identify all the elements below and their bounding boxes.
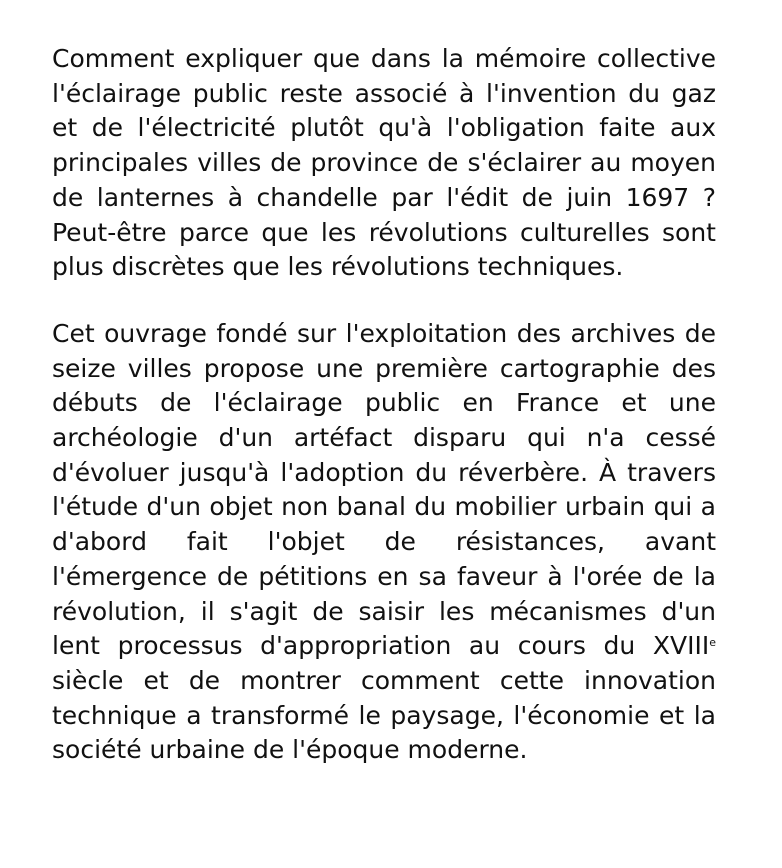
century-superscript: e bbox=[709, 636, 716, 650]
document-body bbox=[52, 42, 716, 768]
paragraph-description-text: Cet ouvrage fondé sur l'exploitation des archives de seize villes propose une première cartographie des débuts de l'éclairage public en France et une archéologie d'un artéfact disparu qui n'a cessé d'évoluer jusqu'à l'adoption du réverbère. À travers l'étude d'un objet non banal du mobilier urbain qui a d'abord fait l'objet de résistances, avant l'émergence de pétitions en sa faveur à l'orée de la révolution, il s'agit de saisir les mécanismes d'un lent processus d'appropriation au cours du XVIII bbox=[52, 318, 716, 661]
paragraph-description-text-end: siècle et de montrer comment cette innovation technique a transformé le paysage, l'économie et la société urbaine de l'époque moderne. bbox=[52, 665, 716, 765]
paragraph-intro: Comment expliquer que dans la mémoire collective l'éclairage public reste associé à l'invention du gaz et de l'électricité plutôt qu'à l'obligation faite aux principales villes de province de s'éclairer au moyen de lanternes à chandelle par l'édit de juin 1697 ? Peut-être parce que les révolutions culturelles sont plus discrètes que les révolutions techniques. bbox=[52, 44, 716, 282]
paragraph-description bbox=[52, 317, 716, 768]
